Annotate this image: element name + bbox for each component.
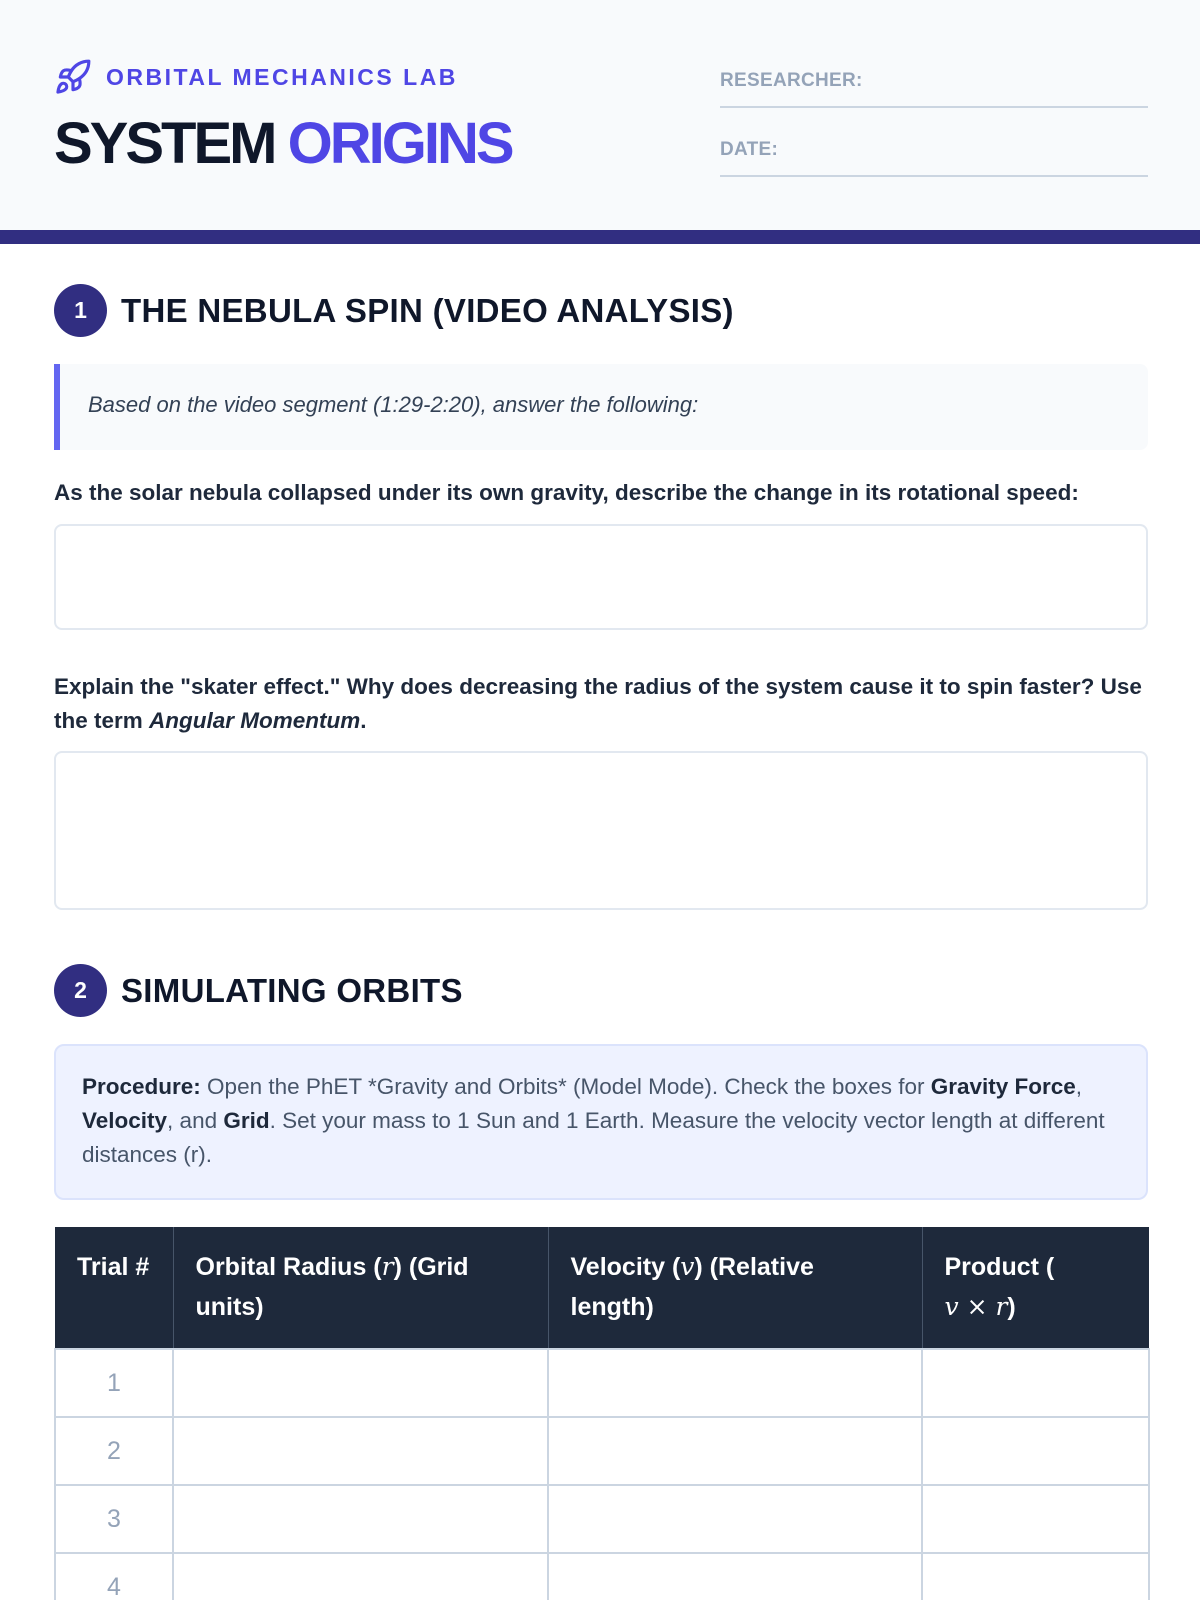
title-part-system: SYSTEM xyxy=(54,111,275,176)
question-2-suffix: . xyxy=(360,708,367,733)
procedure-bold-velocity: Velocity xyxy=(82,1108,168,1133)
section-1-title: THE NEBULA SPIN (VIDEO ANALYSIS) xyxy=(121,291,734,329)
trial-number: 3 xyxy=(55,1485,173,1553)
velocity-cell[interactable] xyxy=(548,1553,922,1600)
answer-box-2[interactable] xyxy=(54,751,1148,910)
procedure-bold-gravity: Gravity Force xyxy=(930,1074,1076,1099)
orbit-data-table xyxy=(54,1227,1150,1600)
question-2-term: Angular Momentum xyxy=(149,708,361,733)
header-velocity xyxy=(548,1227,922,1349)
title-part-origins: ORIGINS xyxy=(287,111,512,176)
rocket-icon xyxy=(54,58,92,96)
product-cell[interactable] xyxy=(922,1349,1149,1417)
procedure-bold-grid: Grid xyxy=(223,1108,270,1133)
table-row xyxy=(55,1417,1149,1485)
velocity-cell[interactable] xyxy=(548,1349,922,1417)
table-header-row xyxy=(55,1227,1149,1349)
radius-variable: r xyxy=(381,1252,394,1281)
product-cell[interactable] xyxy=(922,1485,1149,1553)
question-2 xyxy=(54,670,1164,738)
instruction-callout xyxy=(54,364,1148,450)
researcher-label: RESEARCHER: xyxy=(720,70,863,91)
table-row xyxy=(55,1349,1149,1417)
header-product-close: ) xyxy=(1007,1293,1016,1321)
lab-name: ORBITAL MECHANICS LAB xyxy=(106,63,458,90)
date-field[interactable] xyxy=(720,139,1148,177)
section-number-badge: 2 xyxy=(54,964,107,1017)
procedure-box xyxy=(54,1044,1148,1200)
procedure-label: Procedure: xyxy=(82,1074,201,1099)
page-title xyxy=(54,110,512,178)
table-row xyxy=(55,1553,1149,1600)
header-velocity-text: Velocity ( xyxy=(570,1253,681,1281)
header-product xyxy=(922,1227,1149,1349)
question-1: As the solar nebula collapsed under its own gravity, describe the change in its rotational speed: xyxy=(54,480,1079,505)
section-1-heading xyxy=(54,284,734,337)
date-label: DATE: xyxy=(720,139,779,160)
radius-cell[interactable] xyxy=(173,1417,548,1485)
header-radius-text: Orbital Radius ( xyxy=(195,1253,382,1281)
trial-number: 2 xyxy=(55,1417,173,1485)
header-trial: Trial # xyxy=(55,1227,173,1349)
table-row xyxy=(55,1485,1149,1553)
header-product-text: Product ( xyxy=(944,1253,1055,1281)
radius-cell[interactable] xyxy=(173,1553,548,1600)
velocity-variable: v xyxy=(680,1252,695,1281)
product-expression: v × r xyxy=(944,1292,1008,1321)
velocity-cell[interactable] xyxy=(548,1417,922,1485)
procedure-separator: , and xyxy=(167,1108,224,1133)
worksheet-header xyxy=(0,0,1200,230)
trial-number: 4 xyxy=(55,1553,173,1600)
trial-number: 1 xyxy=(55,1349,173,1417)
section-number-badge: 1 xyxy=(54,284,107,337)
researcher-field[interactable] xyxy=(720,70,1148,108)
lab-branding xyxy=(54,58,458,96)
section-2-heading xyxy=(54,964,463,1017)
header-radius xyxy=(173,1227,548,1349)
radius-cell[interactable] xyxy=(173,1485,548,1553)
procedure-text: Open the PhET *Gravity and Orbits* (Model Mode). Check the boxes for xyxy=(200,1074,931,1099)
instruction-text: Based on the video segment (1:29-2:20), answer the following: xyxy=(88,392,699,417)
header-radius-unit: ) (Grid units) xyxy=(195,1253,469,1321)
question-2-text: Explain the "skater effect." Why does decreasing the radius of the system cause it to spin faster? Use the term xyxy=(54,674,1142,733)
procedure-separator: , xyxy=(1075,1074,1083,1099)
section-2-title: SIMULATING ORBITS xyxy=(121,971,463,1009)
header-velocity-unit: ) (Relative length) xyxy=(570,1253,814,1321)
product-cell[interactable] xyxy=(922,1417,1149,1485)
radius-cell[interactable] xyxy=(173,1349,548,1417)
procedure-text-end: . Set your mass to 1 Sun and 1 Earth. Measure the velocity vector length at different distances (r). xyxy=(82,1108,1105,1167)
velocity-cell[interactable] xyxy=(548,1485,922,1553)
answer-box-1[interactable] xyxy=(54,524,1148,630)
header-divider xyxy=(0,230,1200,244)
product-cell[interactable] xyxy=(922,1553,1149,1600)
